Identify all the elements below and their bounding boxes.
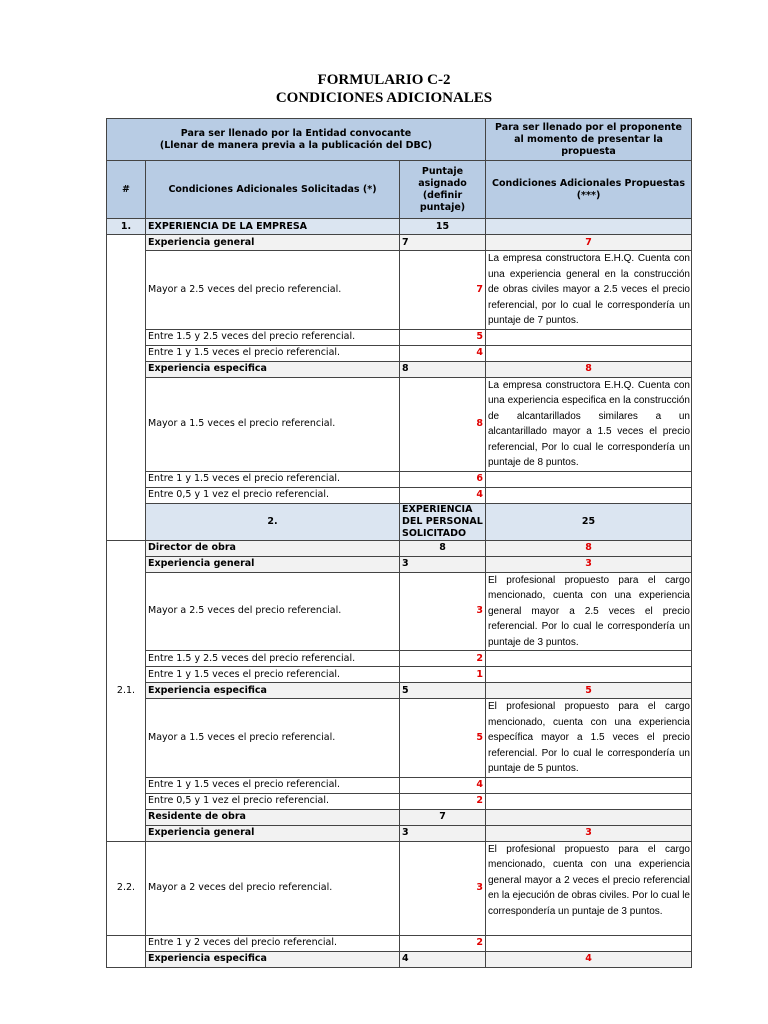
option-label: Entre 1.5 y 2.5 veces del precio referencial. bbox=[146, 329, 400, 345]
subsection-row bbox=[107, 683, 692, 699]
proposed-description: La empresa constructora E.H.Q. Cuenta con una experiencia especifica en la construcción de alcantarillados similares a un alcantarillado mayor a 1.5 veces el precio referencial, Por lo cual le correspondería un puntaje de 8 puntos. bbox=[486, 377, 692, 471]
subsection-row bbox=[107, 235, 692, 251]
section-row bbox=[107, 503, 692, 540]
subsection-row bbox=[107, 825, 692, 841]
option-label: Mayor a 1.5 veces el precio referencial. bbox=[146, 377, 400, 471]
option-points: 2 bbox=[400, 935, 486, 951]
option-row bbox=[107, 793, 692, 809]
section-label: EXPERIENCIA DEL PERSONAL SOLICITADO bbox=[400, 503, 486, 540]
proposed-blank bbox=[486, 667, 692, 683]
subsection-points: 4 bbox=[400, 951, 486, 967]
proposed-description: El profesional propuesto para el cargo mencionado, cuenta con una experiencia específica mayor a 1.5 veces el precio referencial. Por lo cual le correspondería un puntaje de 5 puntos. bbox=[486, 699, 692, 778]
option-row bbox=[107, 841, 692, 935]
role-points: 8 bbox=[400, 540, 486, 556]
row-number-cell: 2.1. bbox=[107, 540, 146, 841]
role-points: 7 bbox=[400, 809, 486, 825]
section-number: 2. bbox=[146, 503, 400, 540]
proposed-points: 3 bbox=[486, 825, 692, 841]
proposed-blank bbox=[486, 651, 692, 667]
col-proposed-header: Condiciones Adicionales Propuestas (***) bbox=[486, 161, 692, 219]
option-label: Entre 0,5 y 1 vez el precio referencial. bbox=[146, 487, 400, 503]
header-row-columns bbox=[107, 161, 692, 219]
proposed-points: 3 bbox=[486, 556, 692, 572]
option-row bbox=[107, 777, 692, 793]
role-row bbox=[107, 809, 692, 825]
option-points: 8 bbox=[400, 377, 486, 471]
option-label: Entre 1.5 y 2.5 veces del precio referencial. bbox=[146, 651, 400, 667]
option-row bbox=[107, 651, 692, 667]
proponente-header-line1: Para ser llenado por el proponente bbox=[495, 121, 682, 133]
subsection-points: 8 bbox=[400, 361, 486, 377]
option-points: 4 bbox=[400, 487, 486, 503]
conditions-table bbox=[106, 118, 692, 968]
option-row bbox=[107, 487, 692, 503]
option-label: Mayor a 2.5 veces del precio referencial. bbox=[146, 251, 400, 330]
option-label: Mayor a 1.5 veces el precio referencial. bbox=[146, 699, 400, 778]
role-proposed: 8 bbox=[486, 540, 692, 556]
option-row bbox=[107, 667, 692, 683]
option-label: Mayor a 2.5 veces del precio referencial. bbox=[146, 572, 400, 651]
option-label: Entre 1 y 1.5 veces el precio referencial. bbox=[146, 667, 400, 683]
proposed-blank bbox=[486, 471, 692, 487]
subsection-row bbox=[107, 556, 692, 572]
option-row bbox=[107, 699, 692, 778]
proposed-description: El profesional propuesto para el cargo mencionado, cuenta con una experiencia general mayor a 2.5 veces el precio referencial. Por lo cual le correspondería un puntaje de 3 puntos. bbox=[486, 572, 692, 651]
subsection-label: Experiencia especifica bbox=[146, 361, 400, 377]
proposed-description: El profesional propuesto para el cargo mencionado, cuenta con una experiencia general mayor a 2 veces el precio referencial en la ejecución de obras civiles. Por lo cual le correspondería un puntaje de 3 puntos. bbox=[486, 841, 692, 935]
subsection-points: 3 bbox=[400, 556, 486, 572]
option-points: 5 bbox=[400, 699, 486, 778]
proposed-blank bbox=[486, 329, 692, 345]
option-points: 3 bbox=[400, 841, 486, 935]
option-row bbox=[107, 935, 692, 951]
form-subtitle: CONDICIONES ADICIONALES bbox=[275, 90, 493, 106]
role-label: Director de obra bbox=[146, 540, 400, 556]
proposed-blank bbox=[486, 935, 692, 951]
subsection-points: 5 bbox=[400, 683, 486, 699]
proposed-description: La empresa constructora E.H.Q. Cuenta con una experiencia general en la construcción de obras civiles mayor a 2.5 veces el precio referencial, por lo cual le correspondería un puntaje de 7 puntos. bbox=[486, 251, 692, 330]
col-score-header: Puntaje asignado (definir puntaje) bbox=[400, 161, 486, 219]
section-number: 1. bbox=[107, 219, 146, 235]
role-row bbox=[107, 540, 692, 556]
subsection-row bbox=[107, 361, 692, 377]
option-row bbox=[107, 471, 692, 487]
subsection-label: Experiencia general bbox=[146, 235, 400, 251]
option-label: Entre 1 y 2 veces del precio referencial. bbox=[146, 935, 400, 951]
proposed-blank bbox=[486, 777, 692, 793]
role-proposed-blank bbox=[486, 809, 692, 825]
proposed-blank bbox=[486, 487, 692, 503]
header-row-top bbox=[107, 119, 692, 161]
row-number-cell bbox=[107, 935, 146, 967]
entidad-header-line1: Para ser llenado por la Entidad convocante bbox=[180, 127, 412, 139]
subsection-points: 7 bbox=[400, 235, 486, 251]
option-points: 5 bbox=[400, 329, 486, 345]
proposed-blank bbox=[486, 345, 692, 361]
section-blank bbox=[486, 219, 692, 235]
form-title: FORMULARIO C-2 bbox=[317, 72, 451, 88]
entidad-header-line2: (Llenar de manera previa a la publicación del DBC) bbox=[159, 139, 433, 151]
subsection-row bbox=[107, 951, 692, 967]
option-label: Entre 1 y 1.5 veces el precio referencial. bbox=[146, 345, 400, 361]
row-number-cell bbox=[107, 235, 146, 541]
option-points: 4 bbox=[400, 777, 486, 793]
subsection-label: Experiencia especifica bbox=[146, 951, 400, 967]
option-points: 2 bbox=[400, 793, 486, 809]
proposed-points: 8 bbox=[486, 361, 692, 377]
proponente-header bbox=[486, 119, 692, 161]
proposed-blank bbox=[486, 793, 692, 809]
subsection-points: 3 bbox=[400, 825, 486, 841]
role-label: Residente de obra bbox=[146, 809, 400, 825]
option-label: Entre 1 y 1.5 veces el precio referencial. bbox=[146, 471, 400, 487]
option-row bbox=[107, 345, 692, 361]
option-points: 3 bbox=[400, 572, 486, 651]
proposed-points: 5 bbox=[486, 683, 692, 699]
option-row bbox=[107, 572, 692, 651]
section-total: 25 bbox=[486, 503, 692, 540]
option-row bbox=[107, 377, 692, 471]
entidad-header bbox=[107, 119, 486, 161]
subsection-label: Experiencia general bbox=[146, 825, 400, 841]
option-label: Entre 0,5 y 1 vez el precio referencial. bbox=[146, 793, 400, 809]
option-row bbox=[107, 329, 692, 345]
section-row bbox=[107, 219, 692, 235]
option-points: 6 bbox=[400, 471, 486, 487]
col-conditions-header: Condiciones Adicionales Solicitadas (*) bbox=[146, 161, 400, 219]
row-number-cell: 2.2. bbox=[107, 841, 146, 935]
option-points: 1 bbox=[400, 667, 486, 683]
option-points: 2 bbox=[400, 651, 486, 667]
option-label: Mayor a 2 veces del precio referencial. bbox=[146, 841, 400, 935]
subsection-label: Experiencia especifica bbox=[146, 683, 400, 699]
col-num-header: # bbox=[107, 161, 146, 219]
proposed-points: 4 bbox=[486, 951, 692, 967]
section-label: EXPERIENCIA DE LA EMPRESA bbox=[146, 219, 400, 235]
option-label: Entre 1 y 1.5 veces el precio referencial. bbox=[146, 777, 400, 793]
option-row bbox=[107, 251, 692, 330]
option-points: 4 bbox=[400, 345, 486, 361]
section-total: 15 bbox=[400, 219, 486, 235]
proponente-header-line2: al momento de presentar la propuesta bbox=[514, 133, 663, 157]
option-points: 7 bbox=[400, 251, 486, 330]
proposed-points: 7 bbox=[486, 235, 692, 251]
subsection-label: Experiencia general bbox=[146, 556, 400, 572]
